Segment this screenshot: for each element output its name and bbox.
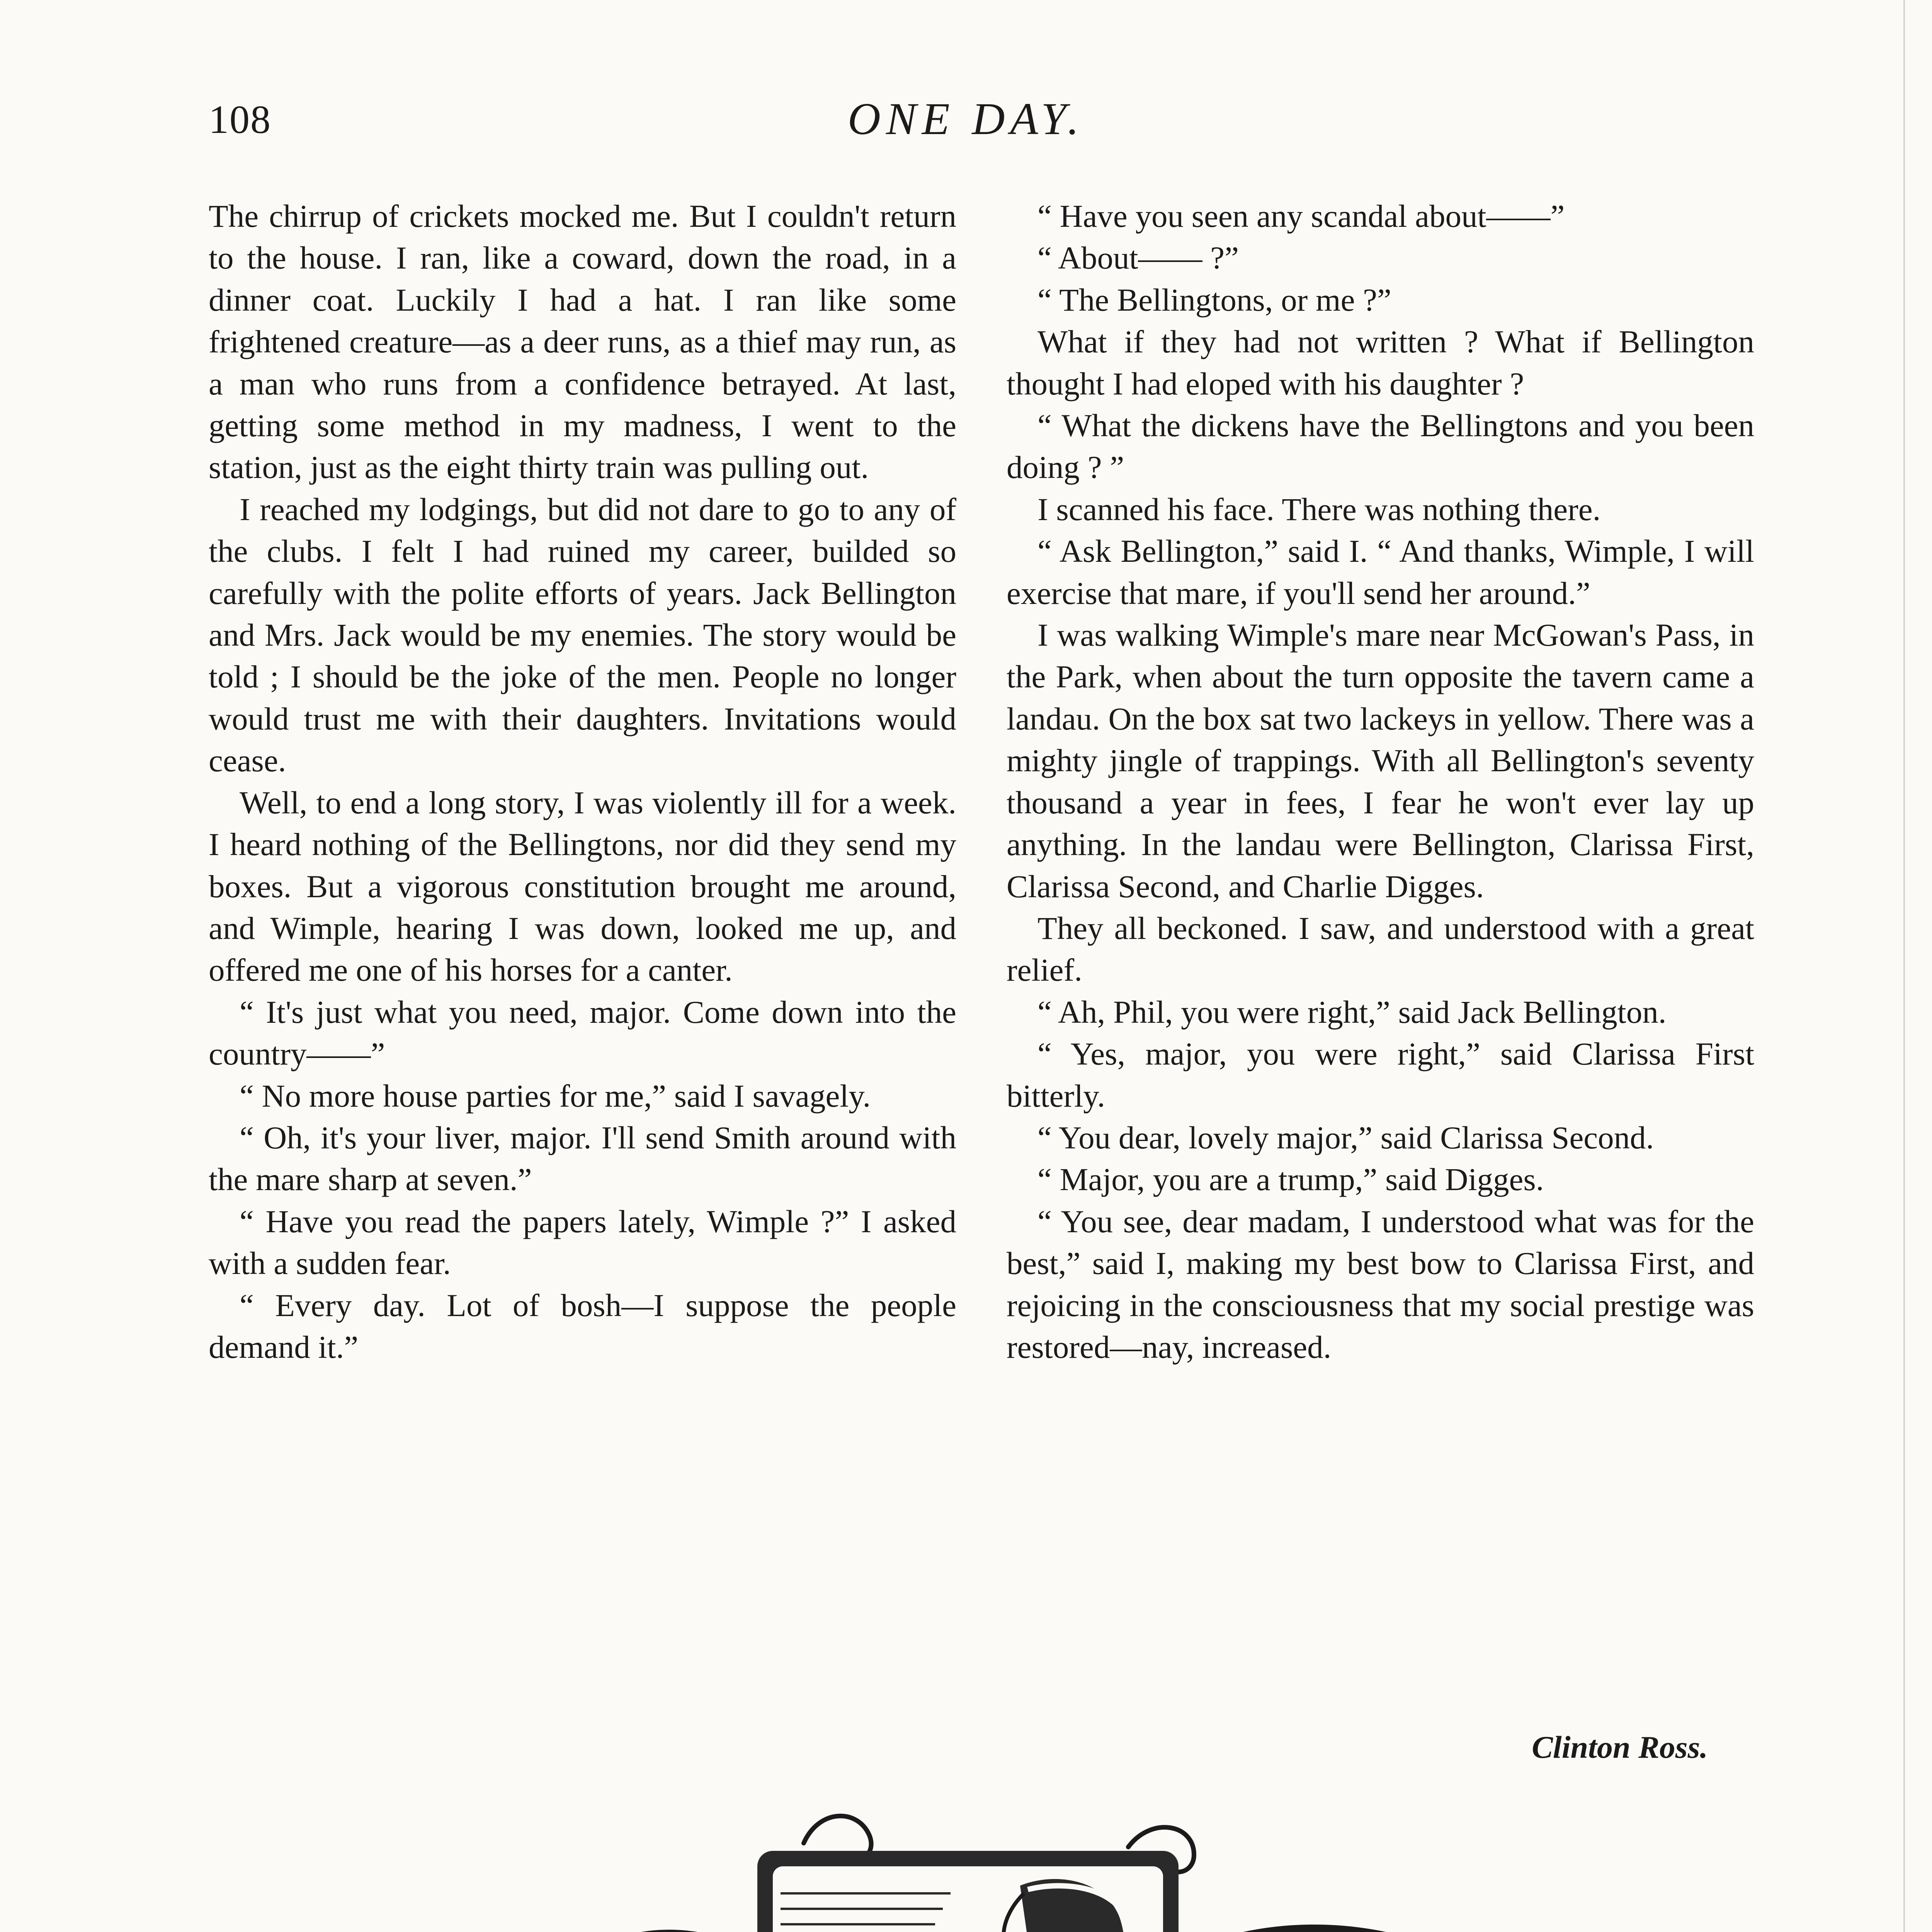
- paragraph: “ The Bellingtons, or me ?”: [1037, 282, 1391, 318]
- paragraph: “ Major, you are a trump,” said Digges.: [1037, 1162, 1544, 1197]
- paragraph: They all beckoned. I saw, and understood with a great relief.: [1007, 910, 1754, 988]
- paragraph: “ It's just what you need, major. Come down into the country——”: [209, 994, 956, 1072]
- paragraph: “ What the dickens have the Bellingtons and you been doing ? ”: [1007, 408, 1754, 485]
- story-right-column: [1007, 195, 1754, 1368]
- page-edge-line: [1903, 0, 1905, 1932]
- paragraph: “ Have you read the papers lately, Wimple ?” I asked with a sudden fear.: [209, 1203, 956, 1281]
- page-number: 108: [209, 97, 271, 142]
- woman-blowing-trumpet-vignette-icon: [294, 1793, 1700, 1932]
- paragraph: “ Oh, it's your liver, major. I'll send Smith around with the mare sharp at seven.”: [209, 1119, 956, 1197]
- paragraph: I reached my lodgings, but did not dare to go to any of the clubs. I felt I had ruined my career, builded so carefully with the polite efforts of years. Jack Bellington and Mrs. Jack would be my enemies. The story would be told ; I should be the joke of the men. People no longer would trust me with their daughters. Invitations would cease.: [209, 491, 956, 779]
- story-author-signature: Clinton Ross.: [1532, 1730, 1708, 1765]
- paragraph: I scanned his face. There was nothing there.: [1037, 491, 1601, 527]
- paragraph: “ You dear, lovely major,” said Clarissa Second.: [1037, 1119, 1654, 1155]
- paragraph: “ You see, dear madam, I understood what was for the best,” said I, making my best bow to Clarissa First, and rejoicing in the consciousness that my social prestige was restored—nay, increased.: [1007, 1203, 1754, 1365]
- paragraph: “ Have you seen any scandal about——”: [1037, 198, 1565, 234]
- paragraph: “ About—— ?”: [1037, 240, 1239, 276]
- paragraph: “ Yes, major, you were right,” said Clarissa First bitterly.: [1007, 1036, 1754, 1114]
- paragraph: The chirrup of crickets mocked me. But I couldn't return to the house. I ran, like a coward, down the road, in a dinner coat. Luckily I had a hat. I ran like some frightened creature—as a deer runs, as a thief may run, as a man who runs from a confidence betrayed. At last, getting some method in my madness, I went to the station, just as the eight thirty train was pulling out.: [209, 198, 956, 485]
- paragraph: I was walking Wimple's mare near McGowan's Pass, in the Park, when about the turn opposite the tavern came a landau. On the box sat two lackeys in yellow. There was a mighty jingle of trappings. With all Bellington's seventy thousand a year in fees, I fear he won't ever lay up anything. In the landau were Bellington, Clarissa First, Clarissa Second, and Charlie Digges.: [1007, 617, 1754, 904]
- running-head: ONE DAY.: [847, 94, 1085, 144]
- paragraph: Well, to end a long story, I was violently ill for a week. I heard nothing of the Bellingtons, nor did they send my boxes. But a vigorous constitution brought me around, and Wimple, hearing I was down, looked me up, and offered me one of his horses for a canter.: [209, 784, 956, 988]
- story-left-column: [209, 195, 956, 1368]
- paragraph: “ Every day. Lot of bosh—I suppose the people demand it.”: [209, 1287, 956, 1365]
- paragraph: “ Ah, Phil, you were right,” said Jack Bellington.: [1037, 994, 1667, 1030]
- paragraph: What if they had not written ? What if Bellington thought I had eloped with his daughter ?: [1007, 324, 1754, 401]
- paragraph: “ Ask Bellington,” said I. “ And thanks, Wimple, I will exercise that mare, if you'll send her around.”: [1007, 533, 1754, 611]
- paragraph: “ No more house parties for me,” said I savagely.: [240, 1078, 871, 1114]
